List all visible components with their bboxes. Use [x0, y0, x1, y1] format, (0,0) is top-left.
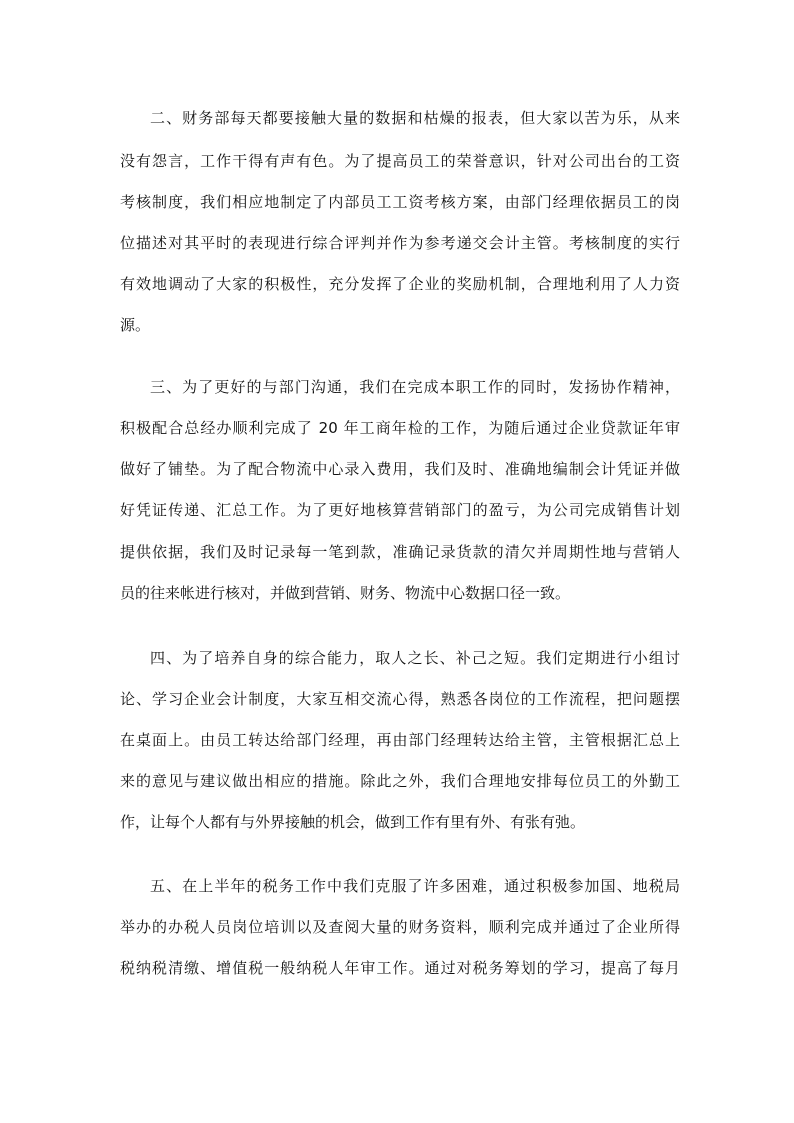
paragraph-line: 位描述对其平时的表现进行综合评判并作为参考递交会计主管。考核制度的实行 [120, 234, 680, 252]
paragraph-line: 作，让每个人都有与外界接触的机会，做到工作有里有外、有张有弛。 [120, 813, 586, 831]
paragraph-line: 考核制度，我们相应地制定了内部员工工资考核方案，由部门经理依据员工的岗 [120, 193, 680, 211]
paragraph-line: 员的往来帐进行核对，并做到营销、财务、物流中心数据口径一致。 [120, 584, 571, 602]
paragraph-line: 来的意见与建议做出相应的措施。除此之外，我们合理地安排每位员工的外勤工 [120, 772, 680, 790]
paragraph-line: 好凭证传递、汇总工作。为了更好地核算营销部门的盈亏，为公司完成销售计划 [120, 501, 680, 519]
paragraph-line: 做好了铺垫。为了配合物流中心录入费用，我们及时、准确地编制会计凭证并做 [120, 460, 680, 478]
paragraph-line: 三、为了更好的与部门沟通，我们在完成本职工作的同时，发扬协作精神， [150, 378, 680, 396]
paragraph-line: 税纳税清缴、增值税一般纳税人年审工作。通过对税务筹划的学习，提高了每月 [120, 959, 680, 977]
paragraph-line: 在桌面上。由员工转达给部门经理，再由部门经理转达给主管，主管根据汇总上 [120, 731, 680, 749]
paragraph-line: 有效地调动了大家的积极性，充分发挥了企业的奖励机制，合理地利用了人力资 [120, 275, 680, 293]
paragraph-line: 五、在上半年的税务工作中我们克服了许多困难，通过积极参加国、地税局 [150, 877, 680, 895]
paragraph-line: 积极配合总经办顺利完成了 20 年工商年检的工作，为随后通过企业贷款证年审 [120, 419, 680, 437]
paragraph-line: 论、学习企业会计制度，大家互相交流心得，熟悉各岗位的工作流程，把问题摆 [120, 690, 680, 708]
paragraph-line: 源。 [120, 316, 151, 334]
paragraph-line: 举办的办税人员岗位培训以及查阅大量的财务资料，顺利完成并通过了企业所得 [120, 918, 680, 936]
paragraph-line: 二、财务部每天都要接触大量的数据和枯燥的报表，但大家以苦为乐，从来 [150, 109, 680, 127]
paragraph-line: 四、为了培养自身的综合能力，取人之长、补己之短。我们定期进行小组讨 [150, 649, 680, 667]
paragraph-line: 没有怨言，工作干得有声有色。为了提高员工的荣誉意识，针对公司出台的工资 [120, 152, 680, 170]
paragraph-line: 提供依据，我们及时记录每一笔到款，准确记录货款的清欠并周期性地与营销人 [120, 543, 680, 561]
